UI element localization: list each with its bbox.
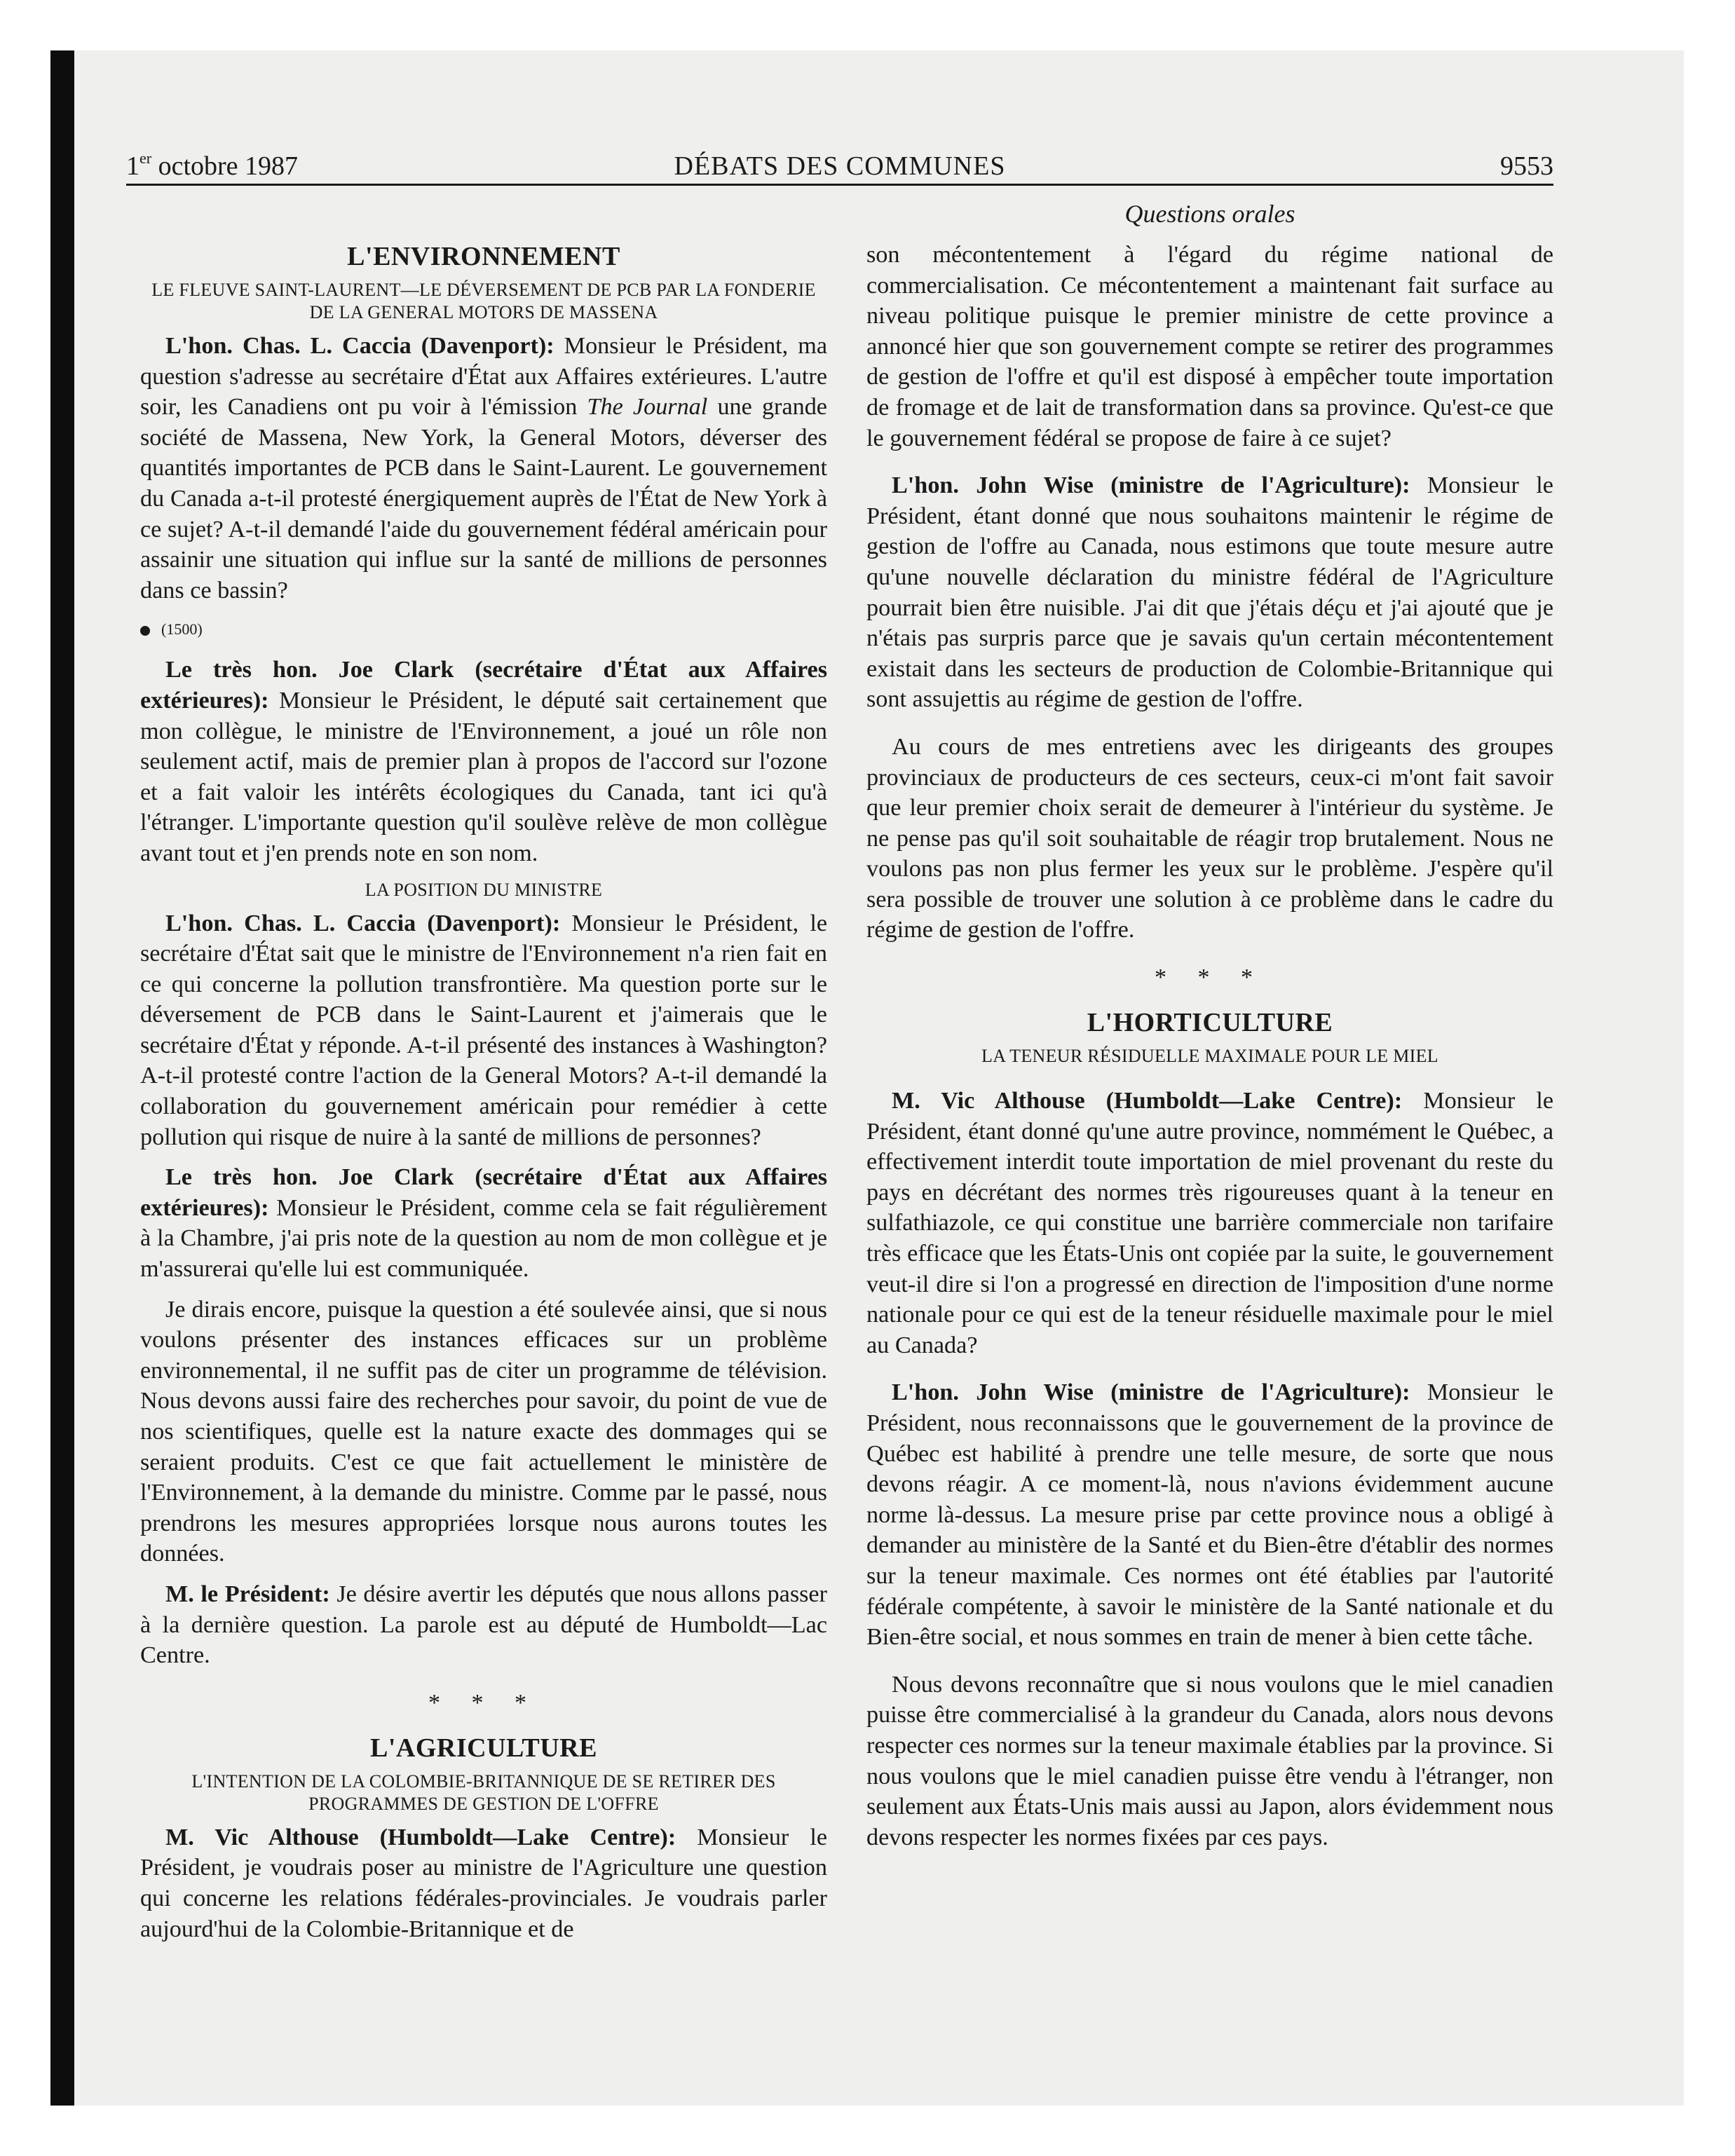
paragraph-clark-3: Je dirais encore, puisque la question a été soulevée ainsi, que si nous voulons présenter des instances efficaces sur un problème environnemental, il ne suffit pas de citer un programme de télévision. Nous devons aussi faire des recherches pour savoir, du point de vue de nos scientifiques, quelle est la nature exacte des dommages qui se seraient produits. C'est ce que fait actuellement le ministère de l'Environnement, à la demande du ministre. Comme par le passé, nous prendrons les mesures appropriées lorsque nous aurons toutes les données. xyxy=(140,1296,827,1567)
paragraph-wise-4: Nous devons reconnaître que si nous voulons que le miel canadien puisse être commercialisé à la grandeur du Canada, alors nous devons respecter ces normes sur la teneur maximale établies par la province. Si nous voulons que le miel canadien puisse être vendu à l'étranger, non seulement aux États-Unis mais aussi au Japon, alors évidemment nous devons respecter les normes fixées par ces pays. xyxy=(866,1671,1553,1850)
paragraph-caccia-2: L'hon. Chas. L. Caccia (Davenport): Monsieur le Président, le secrétaire d'État sait que le ministre de l'Environnement n'a rien fait en ce qui concerne la pollution transfrontière. Ma question porte sur le déversement de PCB dans le Saint-Laurent et j'aimerais que le secrétaire d'État y réponde. A-t-il présenté des instances à Washington? A-t-il protesté contre l'action de la General Motors? A-t-il demandé la collaboration du gouvernement américain pour remédier à cette pollution qui risque de nuire à la santé de millions de personnes? xyxy=(140,910,827,1150)
paragraph-clark-2: Le très hon. Joe Clark (secrétaire d'État aux Affaires extérieures): Monsieur le Président, comme cela se fait régulièrement à la Chambre, j'ai pris note de la question au nom de mon collègue et je m'assurerai qu'elle lui est communiquée. xyxy=(140,1164,827,1283)
paragraph-althouse-1: M. Vic Althouse (Humboldt—Lake Centre): Monsieur le Président, je voudrais poser au ministre de l'Agriculture une question qui concerne les relations fédérales-provinciales. Je voudrais parler aujourd'hui de la Colombie-Britannique et de xyxy=(140,1824,827,1942)
speaker-name: M. Vic Althouse (Humboldt—Lake Centre): xyxy=(892,1088,1403,1114)
section-title-environment: L'ENVIRONNEMENT xyxy=(347,242,620,271)
speaker-name: L'hon. John Wise (ministre de l'Agriculture): xyxy=(892,1379,1410,1406)
paragraph-speaker: M. le Président: Je désire avertir les députés que nous allons passer à la dernière question. La parole est au député de Humboldt—Lac Centre. xyxy=(140,1581,827,1669)
section-title-horticulture: L'HORTICULTURE xyxy=(1087,1008,1333,1038)
header-rule xyxy=(126,184,1553,186)
speaker-name: L'hon. Chas. L. Caccia (Davenport): xyxy=(165,910,561,936)
paragraph-wise-1: L'hon. John Wise (ministre de l'Agriculture): Monsieur le Président, étant donné que nous souhaitons maintenir le régime de gestion de l'offre au Canada, nous estimons que toute mesure autre qu'une nouvelle déclaration du ministre fédéral de l'Agriculture pourrait bien être nuisible. J'ai dit que j'étais déçu et j'ai ajouté que je n'étais pas surpris parce que je savais qu'un certain mécontentement existait dans les secteurs de production de Colombie-Britannique qui sont assujettis au régime de gestion de l'offre. xyxy=(866,472,1553,713)
section-separator: * * * xyxy=(1155,964,1265,991)
speaker-name: L'hon. John Wise (ministre de l'Agriculture): xyxy=(892,472,1410,499)
paragraph-althouse-2: M. Vic Althouse (Humboldt—Lake Centre): Monsieur le Président, étant donné qu'une autre province, nommément le Québec, a effectivement interdit toute importation de miel provenant du reste du pays en décrétant des normes très rigoureuses quant à la teneur en sulfathiazole, ce qui constitue une barrière commerciale non tarifaire très efficace que les États-Unis ont copiée par la suite, le gouvernement veut-il dire si l'on a progressé en direction de l'imposition d'une norme nationale pour ce qui est de la teneur résiduelle maximale pour le miel au Canada? xyxy=(866,1088,1553,1358)
subsection-title-bc-withdrawal: L'INTENTION DE LA COLOMBIE-BRITANNIQUE DE SE RETIRER DES PROGRAMMES DE GESTION DE L'OFFRE xyxy=(191,1770,776,1814)
paragraph-althouse-1-cont: son mécontentement à l'égard du régime national de commercialisation. Ce mécontentement a maintenant fait surface au niveau politique puisque le premier ministre de cette province a annoncé hier que son gouvernement compte se retirer des programmes de gestion de l'offre et qu'il est disposé à empêcher toute importation de fromage et de lait de transformation dans sa province. Qu'est-ce que le gouvernement fédéral se propose de faire à ce sujet? xyxy=(866,242,1553,451)
speaker-name: M. Vic Althouse (Humboldt—Lake Centre): xyxy=(165,1824,676,1850)
speaker-name: L'hon. Chas. L. Caccia (Davenport): xyxy=(165,333,554,359)
subsection-title-honey: LA TENEUR RÉSIDUELLE MAXIMALE POUR LE MIEL xyxy=(981,1046,1438,1067)
speaker-name: M. le Président: xyxy=(165,1581,330,1607)
section-title-agriculture: L'AGRICULTURE xyxy=(370,1733,597,1763)
speaker-name: Le très hon. Joe Clark (secrétaire d'État aux Affaires extérieures): xyxy=(140,1164,827,1221)
binding-edge xyxy=(50,50,74,2106)
running-head: Questions orales xyxy=(1124,200,1295,228)
time-stamp: (1500) xyxy=(140,615,827,643)
program-title: The Journal xyxy=(587,394,708,421)
paragraph-caccia-1: L'hon. Chas. L. Caccia (Davenport): Monsieur le Président, ma question s'adresse au secrétaire d'État aux Affaires extérieures. L'autre soir, les Canadiens ont pu voir à l'émission The Journal une grande société de Massena, New York, la General Motors, déverser des quantités importantes de PCB dans le Saint-Laurent. Le gouvernement du Canada a-t-il protesté énergiquement auprès de l'État de New York à ce sujet? A-t-il demandé l'aide du gouvernement fédéral américain pour assainir une situation qui influe sur la santé de millions de personnes dans ce bassin? xyxy=(140,333,827,603)
right-column xyxy=(866,240,1553,1862)
paragraph-clark-1: Le très hon. Joe Clark (secrétaire d'État aux Affaires extérieures): Monsieur le Président, le député sait certainement que mon collègue, le ministre de l'Environnement, a joué un rôle non seulement actif, mais de premier plan à propos de l'accord sur l'ozone et a fait valoir les intérêts écologiques du Canada, tant ici qu'à l'étranger. L'importante question qu'il soulève relève de mon collègue avant tout et j'en prends note en son nom. xyxy=(140,657,827,866)
bullet-dot-icon xyxy=(140,626,150,636)
speaker-name: Le très hon. Joe Clark (secrétaire d'État aux Affaires extérieures): xyxy=(140,657,827,714)
paragraph-wise-3: L'hon. John Wise (ministre de l'Agriculture): Monsieur le Président, nous reconnaissons que le gouvernement de la province de Québec est habilité à prendre une telle mesure, de sorte que nous devons réagir. A ce moment-là, nous n'avions évidemment aucune norme là-dessus. La mesure prise par cette province nous a obligé à demander au ministère de la Santé et du Bien-être d'établir des normes sur la teneur maximale. Ces normes ont été établies par l'autorité fédérale compétente, à savoir le ministère de la Santé nationale et du Bien-être social, et nous sommes en train de mener à bien cette tâche. xyxy=(866,1379,1553,1651)
left-column xyxy=(140,240,827,1954)
header-date: 1er octobre 1987 xyxy=(126,149,299,181)
subsection-title-minister-position: LA POSITION DU MINISTRE xyxy=(365,879,603,900)
section-separator: * * * xyxy=(428,1689,539,1716)
header-title: DÉBATS DES COMMUNES xyxy=(674,151,1006,181)
subsection-title-st-lawrence: LE FLEUVE SAINT-LAURENT—LE DÉVERSEMENT DE PCB PAR LA FONDERIE DE LA GENERAL MOTORS DE MASSENA xyxy=(151,280,816,322)
page-header xyxy=(126,149,1553,184)
paragraph-wise-2: Au cours de mes entretiens avec les dirigeants des groupes provinciaux de producteurs de ces secteurs, ceux-ci m'ont fait savoir que leur premier choix serait de demeurer à l'intérieur du système. Je ne pense pas qu'il soit souhaitable de réagir trop brutalement. Nous ne voulons pas non plus fermer les yeux sur le problème. J'espère qu'il sera possible de trouver une solution à ce problème dans le cadre du régime de gestion de l'offre. xyxy=(866,733,1553,943)
page-number: 9553 xyxy=(1500,151,1553,181)
